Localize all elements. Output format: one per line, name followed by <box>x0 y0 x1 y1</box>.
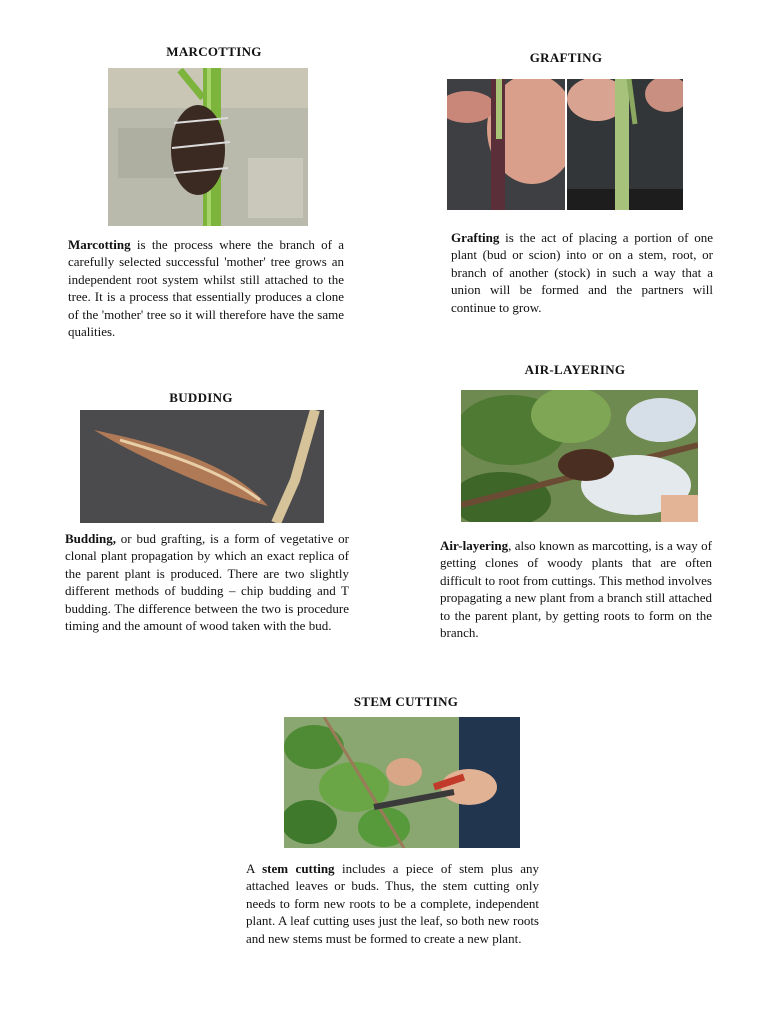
budding-body: or bud grafting, is a form of vegetative or clonal plant propagation by which an exact replica of the parent plant is produced. There are two slightly different methods of budding – chip budding and T budding. The difference between the two is procedure timing and the amount of wood taken with the bud. <box>65 531 349 634</box>
marcotting-body: is the process where the branch of a carefully selected successful 'mother' tree grows an independent root system whilst still attached to the tree. It is a process that essentially produces a clone of the 'mother' tree so it will therefore have the same qualities. <box>68 237 344 340</box>
grafting-body: is the act of placing a portion of one plant (bud or scion) into or on a stem, root, or branch of another (stock) in such a way that a union will be formed and the partners will continue to grow. <box>451 230 713 315</box>
grafting-term: Grafting <box>451 230 500 245</box>
stem-cutting-text <box>246 860 539 947</box>
stem-cutting-body: includes a piece of stem plus any attached leaves or buds. Thus, the stem cutting only needs to form new roots to be a complete, independent plant. A leaf cutting uses just the leaf, so both new roots and new stems must be formed to create a new plant. <box>246 861 539 946</box>
air-layering-body: , also known as marcotting, is a way of getting clones of woody plants that are often difficult to root from cuttings. This method involves propagating a new plant from a branch still attached to the parent plant, by getting roots to form on the branch. <box>440 538 712 641</box>
marcotting-text <box>68 236 344 340</box>
air-layering-title: AIR-LAYERING <box>524 362 626 377</box>
budding-photo <box>80 410 324 523</box>
air-layering-text <box>440 537 712 641</box>
budding-title: BUDDING <box>169 390 233 405</box>
budding-text <box>65 530 349 634</box>
grafting-text <box>451 229 713 316</box>
marcotting-term: Marcotting <box>68 237 131 252</box>
stem-cutting-term: stem cutting <box>262 861 335 876</box>
stem-cutting-lead: A <box>246 861 263 876</box>
air-layering-term: Air-layering <box>440 538 509 553</box>
grafting-photo-right <box>567 79 683 210</box>
marcotting-title: MARCOTTING <box>166 44 262 59</box>
air-layering-photo <box>461 390 698 522</box>
grafting-title: GRAFTING <box>529 50 603 65</box>
grafting-photo-left <box>447 79 565 210</box>
stem-cutting-title: STEM CUTTING <box>353 694 459 709</box>
budding-term: Budding, <box>65 531 116 546</box>
stem-cutting-photo <box>284 717 520 848</box>
marcotting-photo <box>108 68 308 226</box>
